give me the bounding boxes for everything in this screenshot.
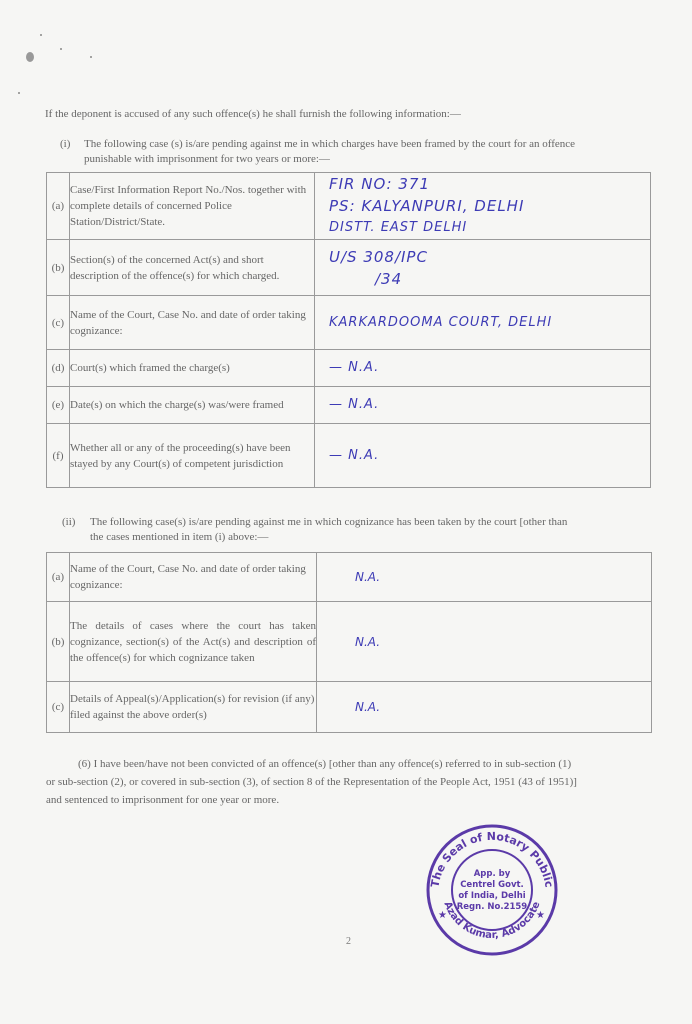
seal-star-icon: ★ bbox=[438, 910, 447, 921]
section-ii-table bbox=[46, 552, 652, 733]
row-description: The details of cases where the court has taken cognizance, section(s) of the Act(s) and description of the offence(s) for which cognizance taken bbox=[70, 602, 317, 682]
table-row bbox=[47, 602, 652, 682]
paragraph-6-line2: or sub-section (2), or covered in sub-section (3), of section 8 of the Representation of the People Act, 1951 (43 of 1951)] bbox=[46, 776, 577, 788]
paragraph-6 bbox=[46, 755, 656, 809]
paper-speck bbox=[90, 56, 92, 58]
row-answer bbox=[317, 682, 652, 733]
intro-text: If the deponent is accused of any such offence(s) he shall furnish the following information:— bbox=[45, 108, 461, 120]
handwritten-answer: N.A. bbox=[355, 634, 381, 649]
table-row bbox=[47, 240, 651, 296]
row-description: Whether all or any of the proceeding(s) have been stayed by any Court(s) of competent jurisdiction bbox=[70, 424, 315, 488]
seal-inner-line: of India, Delhi bbox=[458, 891, 526, 901]
section-i-heading bbox=[60, 137, 660, 169]
row-answer bbox=[315, 424, 651, 488]
handwritten-answer: — N.A. bbox=[329, 360, 380, 375]
section-ii-heading bbox=[62, 515, 662, 547]
page-number: 2 bbox=[346, 936, 351, 947]
notary-seal bbox=[424, 822, 560, 958]
table-row bbox=[47, 424, 651, 488]
row-answer bbox=[315, 240, 651, 296]
section-i-text-line2: punishable with imprisonment for two years or more:— bbox=[84, 153, 330, 165]
handwritten-answer: /34 bbox=[375, 269, 403, 288]
table-row bbox=[47, 682, 652, 733]
paragraph-6-line1: (6) I have been/have not been convicted of an offence(s) [other than any offence(s) referred to in sub-section (1) bbox=[78, 758, 572, 770]
row-label: (f) bbox=[47, 424, 70, 488]
row-label: (d) bbox=[47, 350, 70, 387]
table-row bbox=[47, 387, 651, 424]
seal-bottom-text: Azad Kumar, Advocate bbox=[441, 900, 543, 942]
row-label: (b) bbox=[47, 602, 70, 682]
paper-speck bbox=[18, 92, 20, 94]
row-answer bbox=[317, 602, 652, 682]
section-i-number: (i) bbox=[60, 138, 71, 150]
section-i-text-line1: The following case (s) is/are pending against me in which charges have been framed by the court for an offence bbox=[84, 138, 576, 150]
paper-speck bbox=[26, 52, 34, 62]
section-ii-text-line2: the cases mentioned in item (i) above:— bbox=[90, 531, 269, 543]
row-label: (b) bbox=[47, 240, 70, 296]
seal-outer-text: The Seal of Notary Public bbox=[428, 829, 556, 889]
handwritten-answer: — N.A. bbox=[329, 397, 380, 412]
section-ii-text-line1: The following case(s) is/are pending against me in which cognizance has been taken by the court [other than bbox=[90, 516, 568, 528]
row-label: (a) bbox=[47, 553, 70, 602]
handwritten-answer: N.A. bbox=[355, 700, 381, 714]
row-description: Court(s) which framed the charge(s) bbox=[70, 350, 315, 387]
handwritten-answer: FIR NO: 371 bbox=[329, 175, 430, 193]
row-description: Section(s) of the concerned Act(s) and short description of the offence(s) for which charged. bbox=[70, 240, 315, 296]
table-row bbox=[47, 296, 651, 350]
table-row bbox=[47, 350, 651, 387]
paper-speck bbox=[40, 34, 42, 36]
seal-inner-line: Centrel Govt. bbox=[460, 880, 524, 890]
row-label: (c) bbox=[47, 296, 70, 350]
row-answer bbox=[317, 553, 652, 602]
handwritten-answer: N.A. bbox=[355, 570, 381, 584]
table-row bbox=[47, 553, 652, 602]
seal-star-icon: ★ bbox=[536, 910, 545, 921]
section-i-table bbox=[46, 172, 651, 488]
row-description: Details of Appeal(s)/Application(s) for revision (if any) filed against the above order(s) bbox=[70, 682, 317, 733]
row-label: (c) bbox=[47, 682, 70, 733]
table-row bbox=[47, 173, 651, 240]
row-label: (e) bbox=[47, 387, 70, 424]
handwritten-answer: U/S 308/IPC bbox=[329, 247, 428, 266]
handwritten-answer: DISTT. EAST DELHI bbox=[329, 220, 468, 235]
row-description: Name of the Court, Case No. and date of order taking cognizance: bbox=[70, 296, 315, 350]
paragraph-6-line3: and sentenced to imprisonment for one year or more. bbox=[46, 794, 280, 806]
handwritten-answer: KARKARDOOMA COURT, DELHI bbox=[329, 314, 553, 330]
row-answer bbox=[315, 350, 651, 387]
seal-inner-line: App. by bbox=[473, 869, 511, 879]
paper-speck bbox=[60, 48, 62, 50]
row-answer bbox=[315, 387, 651, 424]
row-description: Date(s) on which the charge(s) was/were framed bbox=[70, 387, 315, 424]
row-description: Case/First Information Report No./Nos. together with complete details of concerned Police Station/District/State. bbox=[70, 173, 315, 240]
handwritten-answer: — N.A. bbox=[329, 447, 380, 463]
handwritten-answer: PS: KALYANPURI, DELHI bbox=[329, 197, 525, 215]
seal-inner-line: Regn. No.2159 bbox=[456, 902, 528, 912]
row-label: (a) bbox=[47, 173, 70, 240]
section-ii-number: (ii) bbox=[62, 516, 76, 528]
row-answer bbox=[315, 173, 651, 240]
row-description: Name of the Court, Case No. and date of order taking cognizance: bbox=[70, 553, 317, 602]
row-answer bbox=[315, 296, 651, 350]
